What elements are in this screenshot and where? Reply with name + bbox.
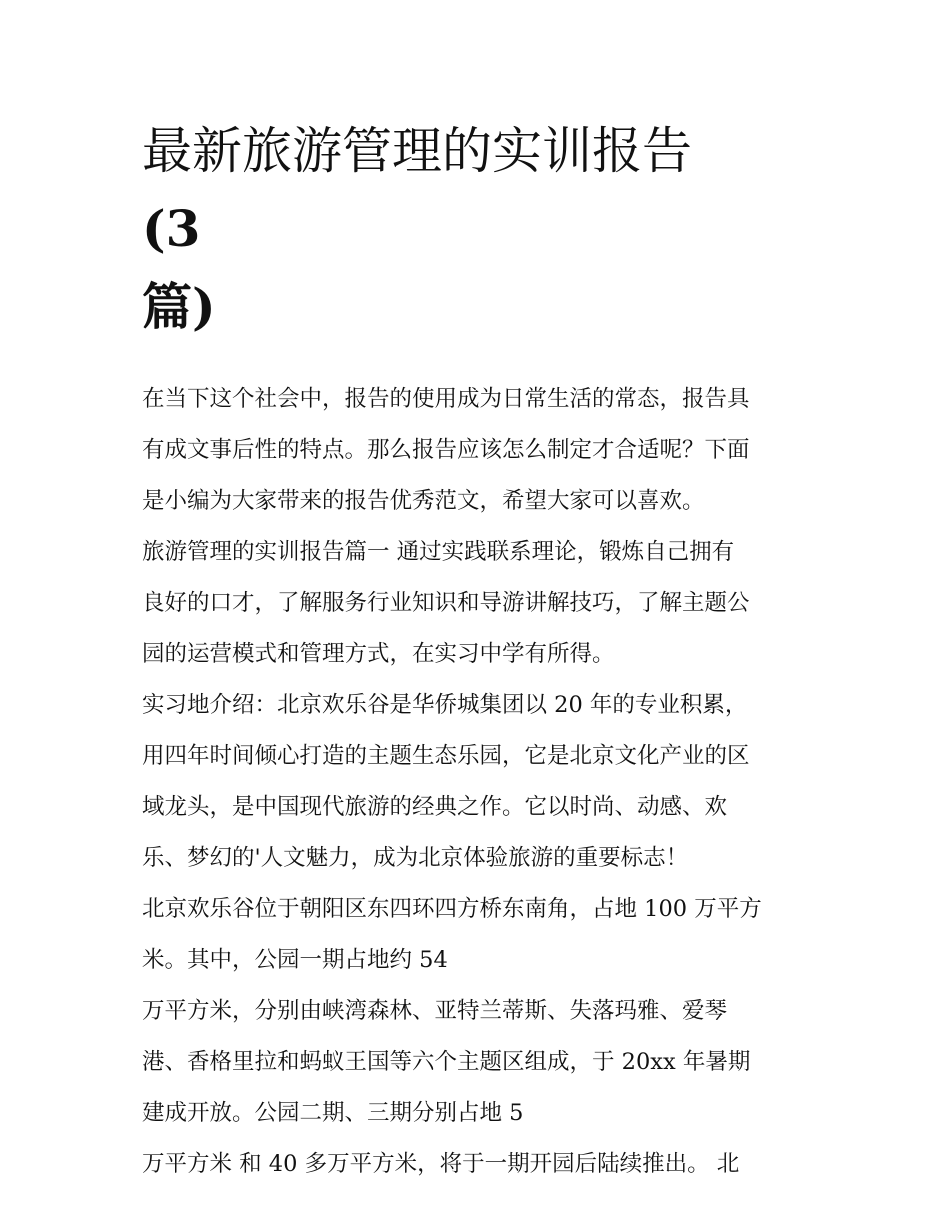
text-line: 良好的口才，了解服务行业知识和导游讲解技巧，了解主题公 (142, 590, 750, 616)
document-body (142, 374, 817, 1190)
text-line: 万平方米，分别由峡湾森林、亚特兰蒂斯、失落玛雅、爱琴 (142, 998, 728, 1024)
paragraph-phases (142, 1139, 817, 1190)
title-count-open: (3 (142, 199, 201, 258)
text-line: 是小编为大家带来的报告优秀范文，希望大家可以喜欢。 (142, 488, 705, 514)
text-line: 乐、梦幻的'人文魅力，成为北京体验旅游的重要标志！ (142, 845, 689, 871)
paragraph-intro (142, 374, 817, 527)
paragraph-location-intro (142, 680, 817, 884)
text-line: 在当下这个社会中，报告的使用成为日常生活的常态，报告具 (142, 386, 750, 412)
paragraph-location-size (142, 884, 817, 986)
title-main: 最新旅游管理的实训报告 (142, 122, 692, 180)
paragraph-report-one (142, 527, 817, 680)
text-line: 园的运营模式和管理方式，在实习中学有所得。 (142, 641, 615, 667)
text-line: 建成开放。公园二期、三期分别占地 5 (142, 1100, 524, 1126)
title-count-close: 篇) (142, 277, 216, 336)
text-line: 港、香格里拉和蚂蚁王国等六个主题区组成，于 20xx 年暑期 (142, 1049, 751, 1075)
text-line: 米。其中，公园一期占地约 54 (142, 947, 448, 973)
text-line: 有成文事后性的特点。那么报告应该怎么制定才合适呢？下面 (142, 437, 750, 463)
paragraph-theme-areas (142, 986, 817, 1139)
document-title (142, 112, 742, 346)
text-line: 实习地介绍：北京欢乐谷是华侨城集团以 20 年的专业积累， (142, 692, 748, 718)
text-line: 旅游管理的实训报告篇一 通过实践联系理论，锻炼自己拥有 (142, 539, 735, 565)
document-content (142, 112, 817, 1190)
text-line: 北京欢乐谷位于朝阳区东四环四方桥东南角，占地 100 万平方 (142, 896, 762, 922)
text-line: 万平方米 和 40 多万平方米，将于一期开园后陆续推出。 北 (142, 1151, 740, 1177)
text-line: 用四年时间倾心打造的主题生态乐园，它是北京文化产业的区 (142, 743, 750, 769)
text-line: 域龙头，是中国现代旅游的经典之作。它以时尚、动感、欢 (142, 794, 728, 820)
